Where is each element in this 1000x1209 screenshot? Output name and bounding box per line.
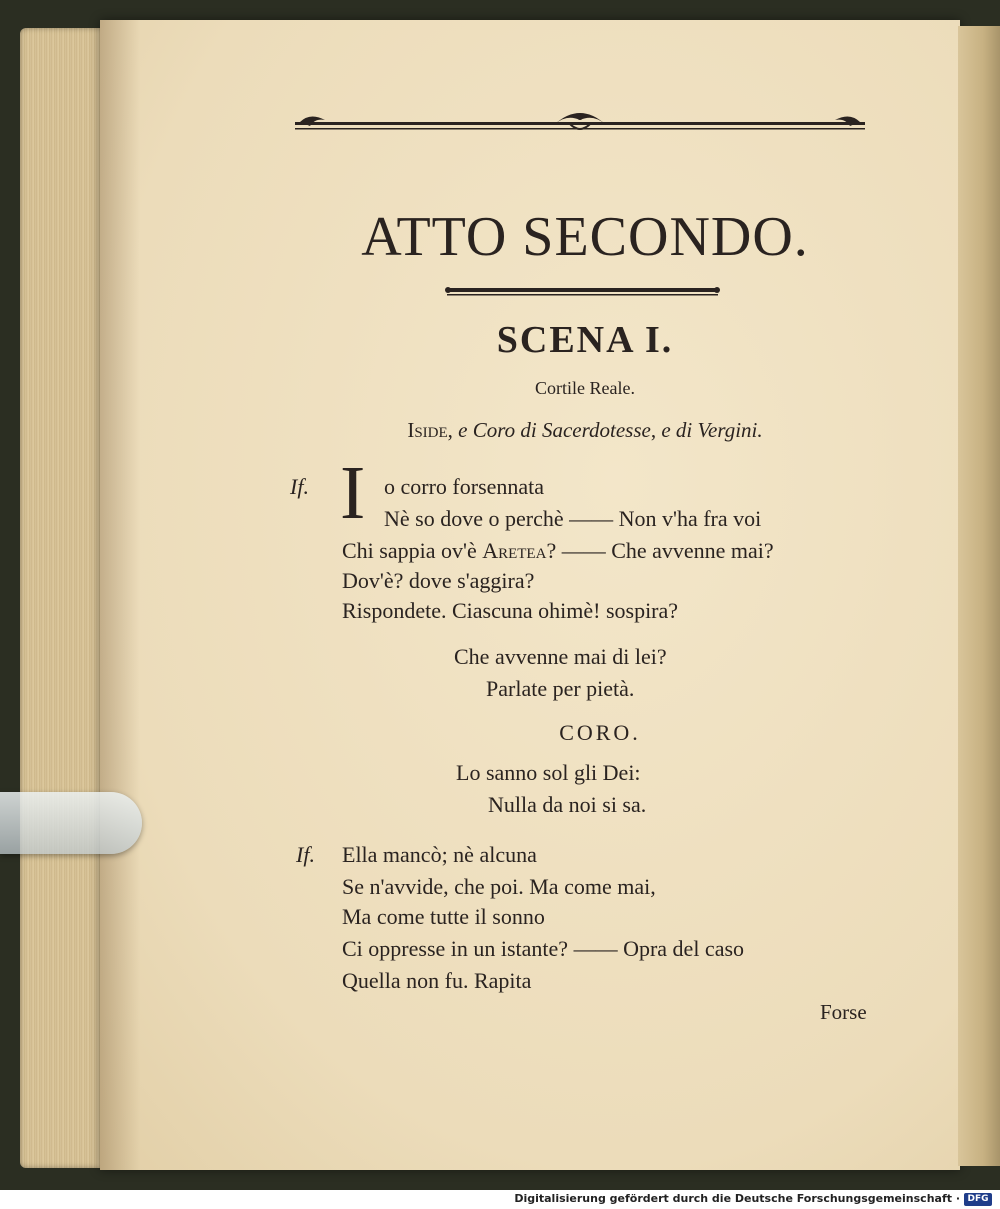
dfg-logo: DFG: [964, 1193, 992, 1206]
scene-heading: SCENA I.: [496, 319, 674, 361]
facing-page-edge: [958, 26, 1000, 1166]
verse-text: Chi sappia ov'è: [342, 538, 477, 563]
headpiece-ornament: [295, 110, 865, 140]
verse-line: o corro forsennata: [384, 474, 545, 499]
verse-line: Ma come tutte il sonno: [342, 904, 545, 929]
verse-line: Se n'avvide, che poi. Ma come mai,: [342, 874, 656, 899]
verse-line: [342, 538, 774, 564]
character-coro: Coro di Sacerdotesse: [467, 418, 651, 442]
character-vergini: e di Vergini.: [661, 418, 763, 442]
verse-line: Ella mancò; nè alcuna: [342, 842, 537, 867]
speaker-label: If.: [296, 842, 315, 867]
character-aretea: Aretea: [482, 538, 547, 563]
comma: ,: [447, 418, 459, 442]
chorus-heading: CORO.: [559, 720, 641, 745]
book-page: [100, 20, 960, 1170]
conjunction: e: [458, 418, 468, 442]
verse-text: ? —— Che avvenne mai?: [546, 538, 774, 563]
verse-line: Che avvenne mai di lei?: [454, 644, 667, 669]
verse-line: Nè so dove o perchè —— Non v'ha fra voi: [384, 506, 762, 531]
dramatis-personae: [300, 418, 870, 443]
page-title: ATTO SECONDO.: [361, 206, 809, 268]
verse-line: Nulla da noi si sa.: [488, 792, 647, 817]
catchword: Forse: [820, 1000, 867, 1024]
character-iside: Iside: [407, 418, 448, 442]
comma: ,: [650, 418, 662, 442]
plastic-bookmark: [0, 792, 142, 854]
title-rule: [445, 284, 720, 298]
verse-line: Rispondete. Ciascuna ohimè! sospira?: [342, 598, 679, 623]
verse-line: Ci oppresse in un istante? —— Opra del caso: [342, 936, 745, 961]
verse-line: Dov'è? dove s'aggira?: [342, 568, 535, 593]
footer-bar: [0, 1190, 1000, 1209]
verse-line: Parlate per pietà.: [486, 676, 635, 701]
scene-setting: Cortile Reale.: [535, 378, 635, 398]
drop-cap: I: [340, 451, 366, 535]
page-edges: [20, 28, 105, 1168]
gutter-shadow: [100, 20, 140, 1170]
verse-line: Quella non fu. Rapita: [342, 968, 532, 993]
footer-credit: Digitalisierung gefördert durch die Deutsche Forschungsgemeinschaft ·: [514, 1192, 960, 1205]
speaker-label: If.: [290, 474, 309, 499]
verse-line: Lo sanno sol gli Dei:: [456, 760, 641, 785]
